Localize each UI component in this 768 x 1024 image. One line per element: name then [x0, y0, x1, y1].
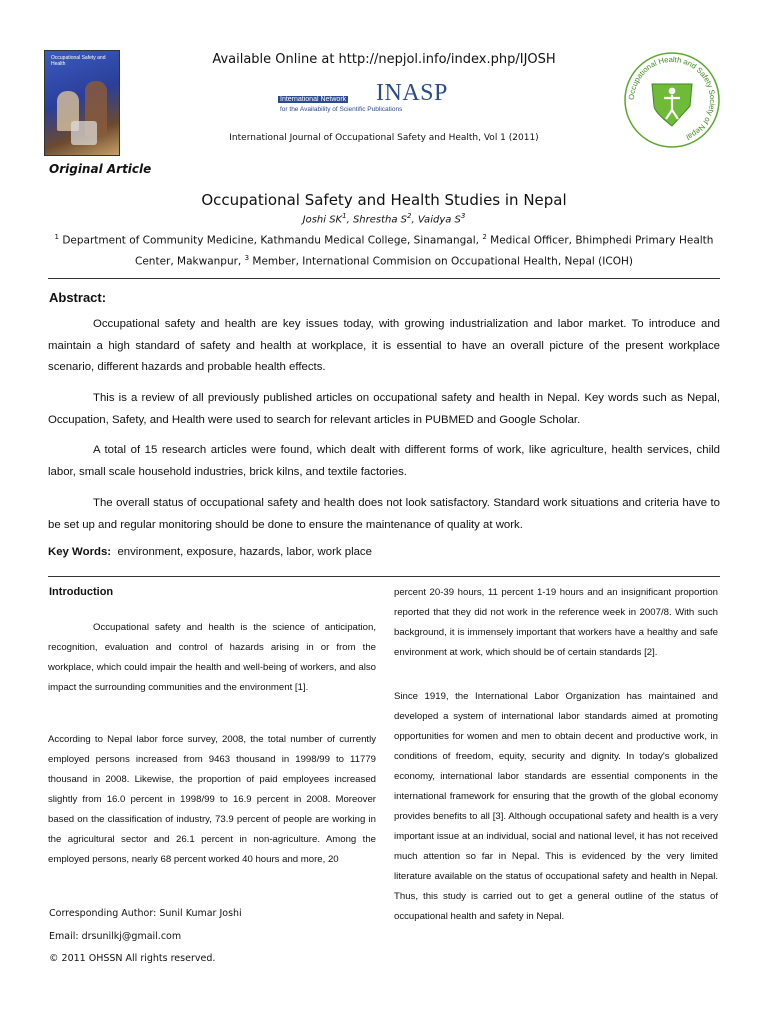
body-paragraph: percent 20-39 hours, 11 percent 1-19 hours and an insignificant proportion reported that they did not work in the reference week in 2007/8. With such background, it is immensely important that workers have a healthy and safe environment at work, which should be of certain standards [2].	[394, 587, 718, 658]
society-seal-logo	[622, 50, 722, 150]
keywords-value: environment, exposure, hazards, labor, work place	[117, 546, 372, 558]
author-list: Joshi $SK^1$, Shrestha $S^2$, Vaidya $S^3$	[302, 212, 466, 226]
inasp-logo-tagline: for the Availability of Scientific Publications	[280, 106, 403, 113]
affiliations: $^1$ Department of Community Medicine, Kathmandu Medical College, Sinamangal, $^2$ Medical Officer, Bhimphedi Primary Health Center, Makwanpur, $^3$ Member, International Commision on Occupational Health, Nepal (ICOH)	[54, 233, 714, 267]
abstract-heading: Abstract:	[49, 290, 107, 305]
journal-line: International Journal of Occupational Safety and Health, Vol 1 (2011)	[229, 133, 539, 143]
corresponding-author: Corresponding Author: Sunil Kumar Joshi	[49, 908, 242, 919]
cover-title: Occupational Safety and Health	[51, 55, 106, 67]
divider	[48, 278, 720, 279]
divider	[48, 576, 720, 577]
introduction-heading: Introduction	[49, 586, 114, 598]
email-link[interactable]: Email: drsunilkj@gmail.com	[49, 931, 182, 942]
abstract-paragraph: A total of 15 research articles were found, which dealt with different forms of work, like agriculture, health services, child labor, small scale household industries, brick kilns, and textile factories.	[48, 444, 720, 478]
copyright: © 2011 OHSSN All rights reserved.	[49, 953, 216, 964]
seal-text: Occupational Health and Safety Society of Nepal	[626, 54, 718, 142]
author-name: Vaidya S	[417, 214, 461, 226]
abstract-paragraph: This is a review of all previously published articles on occupational safety and health in Nepal. Key words such as Nepal, Occupation, Safety, and Health were used to search for relevant articles in PUBMED and Google Scholar.	[48, 392, 720, 426]
body-paragraph: Since 1919, the International Labor Organization has maintained and developed a system of international labor standards aimed at promoting opportunities for women and men to obtain decent and productive work, in conditions of freedom, equity, security and dignity. In today's globalized economy, international labor standards are essential components in the international framework for ensuring that the growth of the global economy provides benefits to all [3]. Although occupational safety and health is a very important issue at an individual, social and national level, it has not received much attention so far in Nepal. This is evidenced by the very limited literature available on the status of occupational safety and health in Nepal. Thus, this study is carried out to get a general outline of the status of occupational health and safety in Nepal.	[394, 691, 718, 922]
article-type: Original Article	[49, 162, 152, 176]
body-paragraph: Occupational safety and health is the science of anticipation, recognition, evaluation and control of hazards arising in or from the workplace, which could impair the health and well-being of workers, and also impact the surrounding communities and the environment [1].	[48, 622, 376, 693]
abstract-paragraph: The overall status of occupational safety and health does not look satisfactory. Standard work situations and criteria have to be set up and regular monitoring should be done to ensure the maintenance of quality at work.	[48, 497, 720, 531]
inasp-logo-network: International Network	[280, 96, 347, 103]
inasp-logo-text: INASP	[376, 80, 448, 106]
abstract-paragraph: Occupational safety and health are key issues today, with growing industrialization and labor market. To introduce and maintain a high standard of safety and health at workplace, it is essential to have an overall picture of the present workplace scenario, different hazards and probable health effects.	[48, 318, 720, 373]
author-name: Joshi SK	[302, 214, 343, 226]
keywords-label: Key Words:	[48, 546, 112, 558]
keywords	[48, 546, 372, 558]
available-online-link[interactable]: Available Online at http://nepjol.info/index.php/IJOSH	[212, 52, 556, 67]
author-name: Shrestha S	[352, 214, 408, 226]
article-title: Occupational Safety and Health Studies in Nepal	[201, 191, 567, 209]
inasp-logo	[276, 80, 476, 114]
body-paragraph: According to Nepal labor force survey, 2008, the total number of currently employed persons increased from 9463 thousand in 1998/99 to 11779 thousand in 2008. Likewise, the proportion of paid employees increased slightly from 16.0 percent in 1998/99 to 16.9 percent in 2008. Moreover based on the classification of industry, 73.9 percent of people are working in the agricultural sector and 26.1 percent in non-agriculture. Among the employed persons, nearly 68 percent worked 40 hours and more, 20	[48, 734, 376, 865]
